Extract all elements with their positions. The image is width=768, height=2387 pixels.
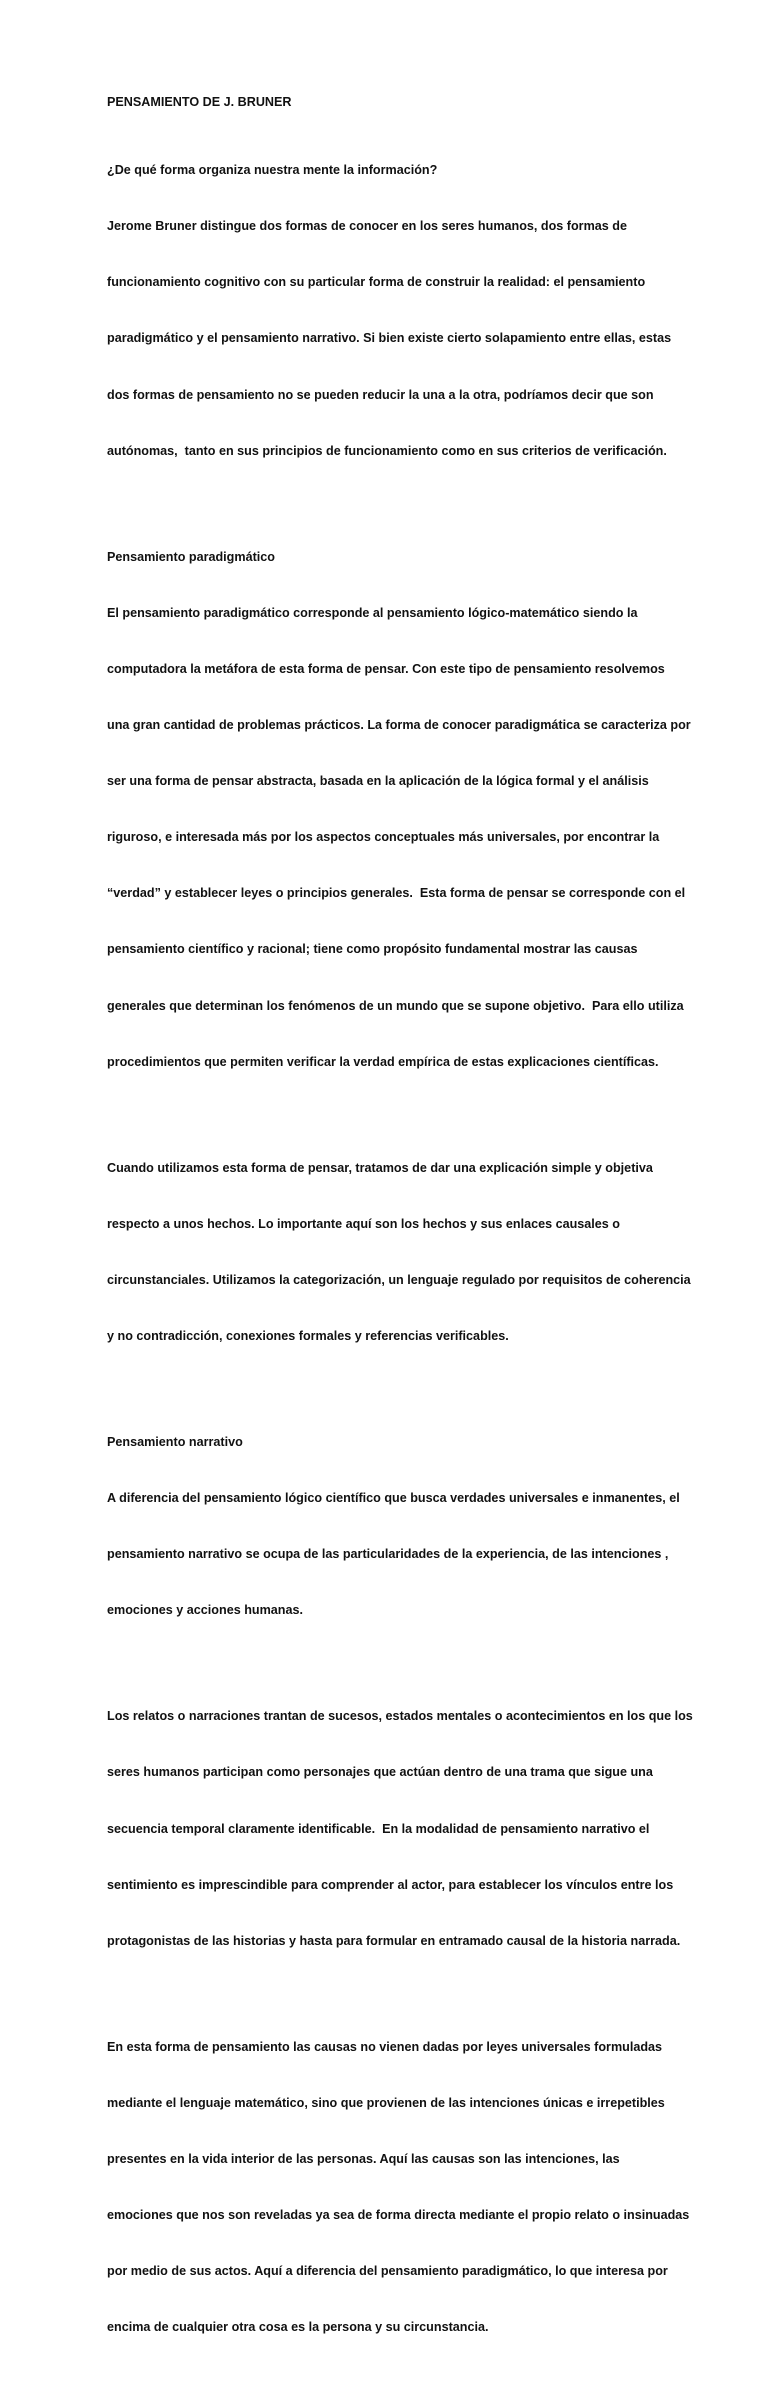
text-line: mediante el lenguaje matemático, sino que provienen de las intenciones únicas e irrepetibles <box>107 2095 665 2110</box>
text-line: encima de cualquier otra cosa es la persona y su circunstancia. <box>107 2320 489 2335</box>
text-line: computadora la metáfora de esta forma de pensar. Con este tipo de pensamiento resolvemos <box>107 661 665 676</box>
paragraph-narrativo <box>107 1396 680 1658</box>
text-line: paradigmático y el pensamiento narrativo. Si bien existe cierto solapamiento entre ellas, estas <box>107 331 672 346</box>
text-line: presentes en la vida interior de las personas. Aquí las causas son las intenciones, las <box>107 2152 620 2167</box>
document-page <box>107 93 693 2387</box>
text-line: seres humanos participan como personajes que actúan dentro de una trama que sigue una <box>107 1765 653 1780</box>
text-line: y no contradicción, conexiones formales y referencias verificables. <box>107 1329 509 1343</box>
text-line: Cuando utilizamos esta forma de pensar, tratamos de dar una explicación simple y objetiva <box>107 1160 653 1175</box>
text-line: sentimiento es imprescindible para comprender al actor, para establecer los vínculos entre los <box>107 1877 674 1892</box>
text-line: ser una forma de pensar abstracta, basada en la aplicación de la lógica formal y el análisis <box>107 774 649 789</box>
section-heading: Pensamiento narrativo <box>107 1435 243 1450</box>
text-line: Jerome Bruner distingue dos formas de conocer en los seres humanos, dos formas de <box>107 219 627 234</box>
text-line: “verdad” y establecer leyes o principios generales. Esta forma de pensar se corresponde con el <box>107 886 686 901</box>
text-line: protagonistas de las historias y hasta para formular en entramado causal de la historia narrada. <box>107 1933 681 1948</box>
text-line: circunstanciales. Utilizamos la categorización, un lenguaje regulado por requisitos de coherencia <box>107 1272 691 1287</box>
paragraph-explicacion <box>107 1121 691 1383</box>
text-line: emociones y acciones humanas. <box>107 1603 303 1618</box>
text-line: dos formas de pensamiento no se pueden reducir la una a la otra, podríamos decir que son <box>107 387 654 402</box>
text-line: En esta forma de pensamiento las causas no vienen dadas por leyes universales formuladas <box>107 2039 663 2054</box>
text-line: una gran cantidad de problemas prácticos. La forma de conocer paradigmática se caracteriza por <box>107 718 691 732</box>
text-line: respecto a unos hechos. Lo importante aquí son los hechos y sus enlaces causales o <box>107 1216 621 1231</box>
text-line: Los relatos o narraciones trantan de sucesos, estados mentales o acontecimientos en los que los <box>107 1709 693 1724</box>
text-line: pensamiento narrativo se ocupa de las particularidades de la experiencia, de las intenciones , <box>107 1547 669 1562</box>
text-line: autónomas, tanto en sus principios de funcionamiento como en sus criterios de verificación. <box>107 443 667 458</box>
text-line: ¿De qué forma organiza nuestra mente la información? <box>107 163 438 178</box>
section-heading: Pensamiento paradigmático <box>107 549 275 564</box>
text-line: emociones que nos son reveladas ya sea de forma directa mediante el propio relato o insinuadas <box>107 2208 690 2223</box>
paragraph-causas <box>107 2000 690 2374</box>
paragraph-relatos <box>107 1670 693 1988</box>
text-line: riguroso, e interesada más por los aspectos conceptuales más universales, por encontrar la <box>107 830 660 845</box>
paragraph-intro <box>107 124 672 498</box>
document-title: PENSAMIENTO DE J. BRUNER <box>107 95 292 109</box>
text-line: A diferencia del pensamiento lógico científico que busca verdades universales e inmanentes, el <box>107 1491 680 1506</box>
text-line: funcionamiento cognitivo con su particular forma de construir la realidad: el pensamiento <box>107 275 646 290</box>
text-line: pensamiento científico y racional; tiene como propósito fundamental mostrar las causas <box>107 942 638 957</box>
text-line: El pensamiento paradigmático corresponde al pensamiento lógico-matemático siendo la <box>107 605 638 620</box>
paragraph-paradigmatico <box>107 510 691 1109</box>
text-line: generales que determinan los fenómenos de un mundo que se supone objetivo. Para ello utiliza <box>107 998 684 1013</box>
text-line: procedimientos que permiten verificar la verdad empírica de estas explicaciones científicas. <box>107 1054 659 1069</box>
text-line: secuencia temporal claramente identificable. En la modalidad de pensamiento narrativo el <box>107 1821 650 1836</box>
text-line: por medio de sus actos. Aquí a diferencia del pensamiento paradigmático, lo que interesa por <box>107 2264 668 2279</box>
